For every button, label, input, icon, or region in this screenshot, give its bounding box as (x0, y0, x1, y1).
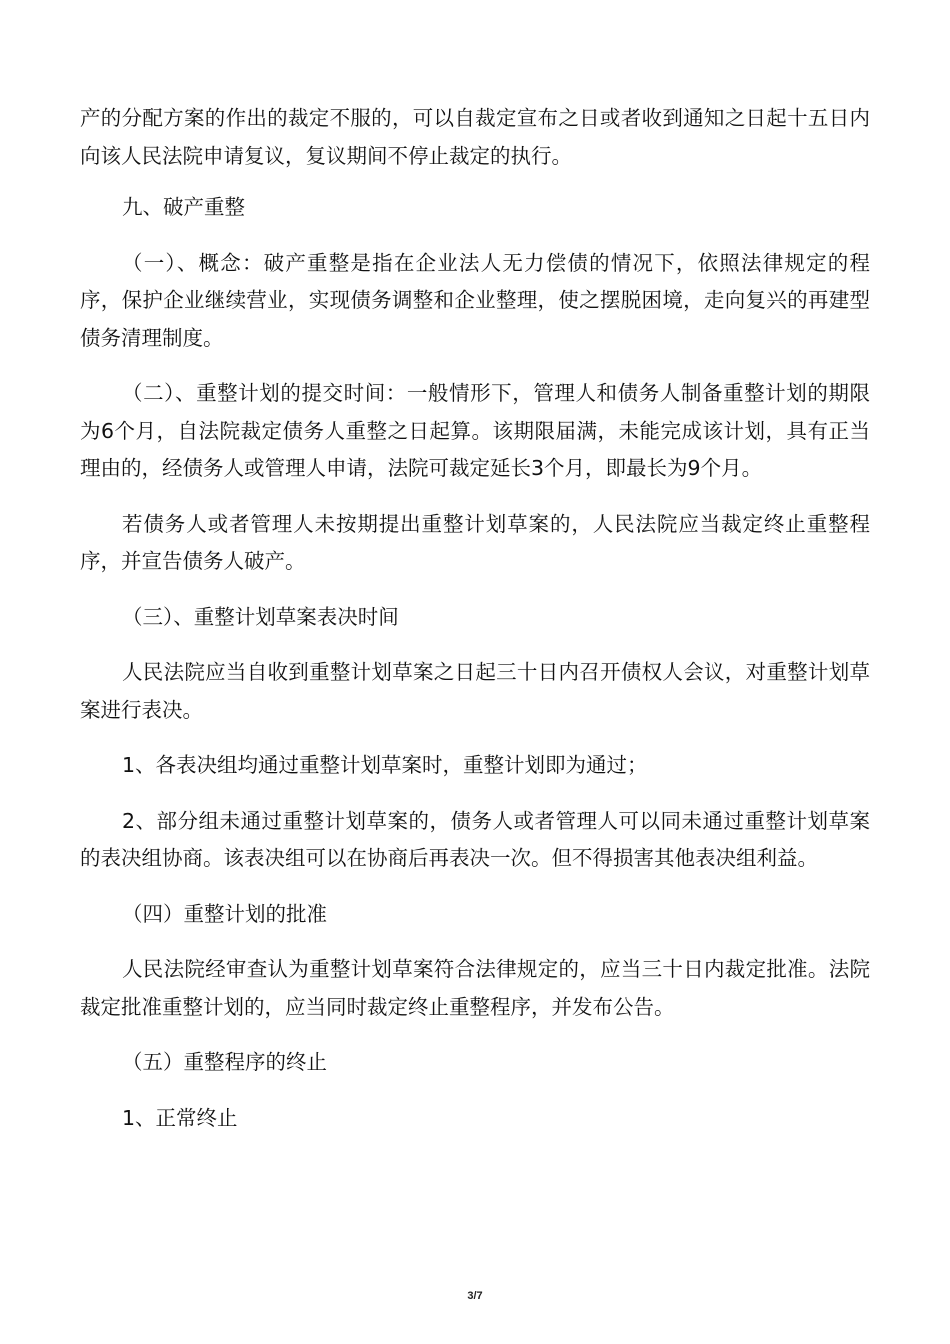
section-heading-bankruptcy-reorganization: 九、破产重整 (122, 195, 245, 219)
list-item-1-all-groups-pass: 1、各表决组均通过重整计划草案时，重整计划即为通过； (122, 753, 648, 777)
paragraph-failure-to-submit: 若债务人或者管理人未按期提出重整计划草案的，人民法院应当裁定终止重整程序，并宣告债务人破产。 (80, 511, 870, 573)
page-number: 3/7 (467, 1290, 483, 1302)
subheading-procedure-termination: （五）重整程序的终止 (122, 1050, 327, 1074)
list-item-1-normal-termination: 1、正常终止 (122, 1105, 238, 1130)
document-body (80, 100, 870, 1155)
paragraph-continuation: 产的分配方案的作出的裁定不服的，可以自裁定宣布之日或者收到通知之日起十五日内向该人民法院申请复议，复议期间不停止裁定的执行。 (80, 106, 870, 168)
subheading-voting-time: （三）、重整计划草案表决时间 (122, 604, 399, 629)
paragraph-creditors-meeting: 人民法院应当自收到重整计划草案之日起三十日内召开债权人会议，对重整计划草案进行表决。 (80, 660, 870, 722)
paragraph-concept: （一）、概念：破产重整是指在企业法人无力偿债的情况下，依照法律规定的程序，保护企业继续营业，实现债务调整和企业整理，使之摆脱困境，走向复兴的再建型债务清理制度。 (80, 250, 870, 350)
paragraph-court-approval: 人民法院经审查认为重整计划草案符合法律规定的，应当三十日内裁定批准。法院裁定批准重整计划的，应当同时裁定终止重整程序，并发布公告。 (80, 957, 870, 1019)
paragraph-submission-time: （二）、重整计划的提交时间：一般情形下，管理人和债务人制备重整计划的期限为6个月，自法院裁定债务人重整之日起算。该期限届满，未能完成该计划，具有正当理由的，经债务人或管理人申请，法院可裁定延长3个月，即最长为9个月。 (80, 381, 870, 480)
list-item-2-partial-groups: 2、部分组未通过重整计划草案的，债务人或者管理人可以同未通过重整计划草案的表决组协商。该表决组可以在协商后再表决一次。但不得损害其他表决组利益。 (80, 808, 870, 870)
subheading-plan-approval: （四）重整计划的批准 (122, 901, 327, 926)
